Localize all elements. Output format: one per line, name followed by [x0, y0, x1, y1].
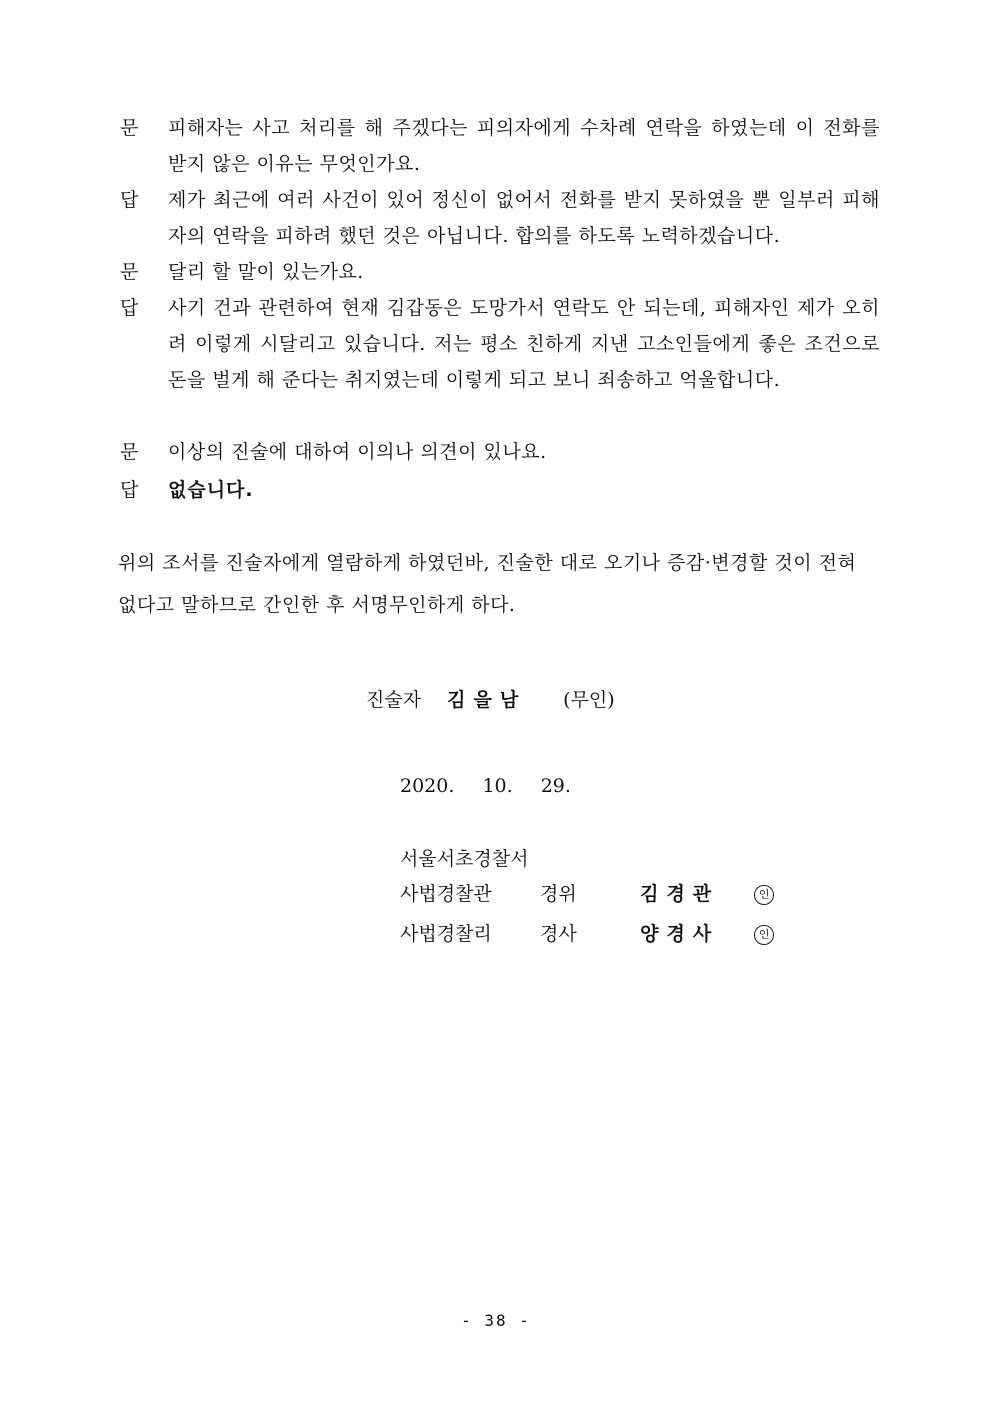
- answer-text: 사기 건과 관련하여 현재 김갑동은 도망가서 연락도 안 되는데, 피해자인 제가 오히려 이렇게 시달리고 있습니다. 저는 평소 친하게 지낸 고소인들에게 좋은 조건으로 돈을 벌게 해 준다는 취지였는데 이렇게 되고 보니 죄송하고 억울합니다.: [168, 297, 880, 391]
- police-station: 서울서초경찰서: [400, 848, 529, 870]
- seal-icon: 인: [754, 925, 774, 945]
- officer-line: [400, 878, 774, 910]
- qa-row: [120, 290, 880, 398]
- document-date: [400, 770, 593, 802]
- fingerprint-mark: (무인): [563, 689, 615, 711]
- qa-item: [120, 254, 880, 290]
- officer-signature: 양경사: [640, 923, 720, 945]
- question-text: 피해자는 사고 처리를 해 주겠다는 피의자에게 수차례 연락을 하였는데 이 전화를 받지 않은 이유는 무엇인가요.: [168, 117, 880, 175]
- seal-icon: 인: [754, 885, 774, 905]
- answer-label: 답: [120, 189, 139, 211]
- qa-row: [120, 434, 880, 470]
- qa-row: [120, 182, 880, 254]
- qa-row: [120, 472, 880, 508]
- answer-label: 답: [120, 479, 139, 501]
- qa-item: [120, 434, 880, 470]
- question-label: 문: [120, 441, 139, 463]
- qa-item: [120, 290, 880, 398]
- question-label: 문: [120, 117, 139, 139]
- closing-paragraph: 위의 조서를 진술자에게 열람하게 하였던바, 진술한 대로 오기나 증감·변경할 것이 전혀 없다고 말하므로 간인한 후 서명무인하게 하다.: [118, 552, 857, 616]
- officer-title: 사법경찰리: [400, 923, 492, 945]
- question-label: 문: [120, 261, 139, 283]
- officer-line: [400, 918, 774, 950]
- statement-label: 진술자: [366, 689, 422, 711]
- qa-item: [120, 472, 880, 508]
- officer-rank: 경사: [540, 923, 577, 945]
- officer-signature: 김경관: [640, 883, 720, 905]
- handwritten-answer: 없습니다.: [168, 479, 254, 501]
- officer-rank: 경위: [540, 883, 577, 905]
- statement-line: [366, 684, 615, 716]
- date-day: 29.: [540, 775, 571, 797]
- qa-item: [120, 110, 880, 182]
- officer-title: 사법경찰관: [400, 883, 492, 905]
- statement-signature: 김을남: [447, 689, 527, 711]
- question-text: 달리 할 말이 있는가요.: [168, 261, 364, 283]
- date-month: 10.: [482, 775, 513, 797]
- qa-row: [120, 110, 880, 182]
- page-number: - 38 -: [461, 1311, 531, 1330]
- qa-row: [120, 254, 880, 290]
- qa-item: [120, 182, 880, 254]
- date-year: 2020.: [400, 775, 455, 797]
- answer-label: 답: [120, 297, 139, 319]
- answer-text: 제가 최근에 여러 사건이 있어 정신이 없어서 전화를 받지 못하였을 뿐 일부러 피해자의 연락을 피하려 했던 것은 아닙니다. 합의를 하도록 노력하겠습니다.: [168, 189, 880, 247]
- question-text: 이상의 진술에 대하여 이의나 의견이 있나요.: [168, 441, 547, 463]
